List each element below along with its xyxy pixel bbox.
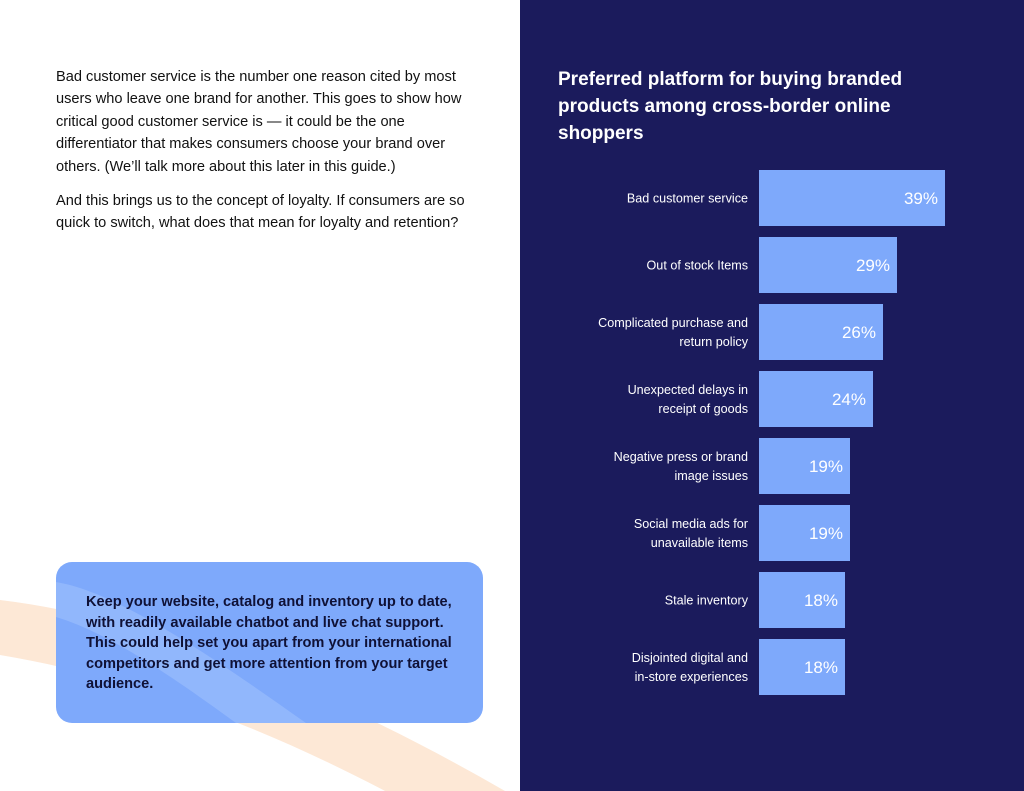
category-label: Negative press or brand image issues: [613, 450, 748, 483]
bar-value-label: 29%: [855, 256, 890, 275]
bar-value-label: 39%: [903, 189, 938, 208]
bar-value-label: 19%: [808, 457, 843, 476]
bar-chart: [520, 0, 1024, 791]
category-label: Unexpected delays in receipt of goods: [627, 383, 748, 416]
category-label: Bad customer service: [626, 191, 748, 206]
category-label: Out of stock Items: [646, 258, 748, 273]
bar-value-label: 26%: [841, 323, 876, 342]
tip-callout: [56, 562, 483, 723]
bar-value-label: 24%: [831, 390, 866, 409]
body-text: [56, 66, 476, 247]
category-label: Stale inventory: [664, 593, 748, 608]
bar-value-label: 19%: [808, 524, 843, 543]
category-label: Disjointed digital and in-store experiences: [631, 651, 748, 684]
bar-value-label: 18%: [803, 591, 838, 610]
category-label: Social media ads for unavailable items: [633, 517, 748, 550]
paragraph: And this brings us to the concept of loyalty. If consumers are so quick to switch, what does that mean for loyalty and retention?: [56, 193, 465, 232]
callout-text: Keep your website, catalog and inventory up to date, with readily available chatbot and live chat support. This could help set you apart from your international competitors and get more attention from your target audience.: [86, 594, 452, 693]
paragraph: Bad customer service is the number one reason cited by most users who leave one brand for another. This goes to show how critical good customer service is — it could be the one differentiator that makes consumers choose your brand over others. (We’ll talk more about this later in this guide.): [56, 69, 462, 175]
chart-title: Preferred platform for buying branded products among cross-border online shoppers: [558, 69, 903, 144]
bar-value-label: 18%: [803, 658, 838, 677]
category-label: Complicated purchase and return policy: [598, 316, 748, 349]
chart-panel: [520, 0, 1024, 791]
